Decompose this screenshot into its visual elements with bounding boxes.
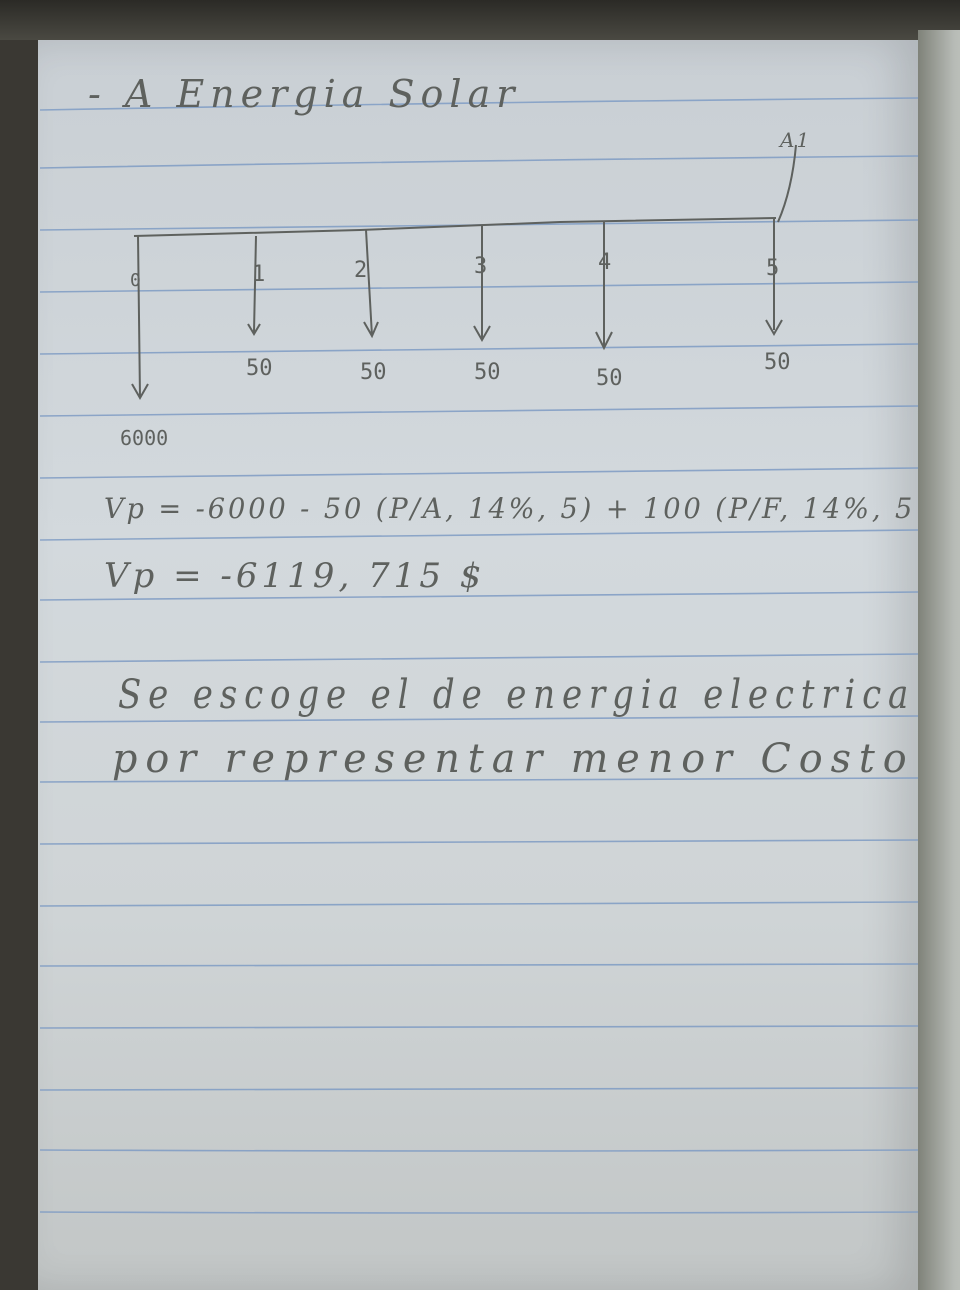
time-axis xyxy=(134,218,776,236)
payment-label-1: 50 xyxy=(246,356,273,381)
payment-label-5: 50 xyxy=(764,350,791,375)
payment-label-4: 50 xyxy=(596,366,623,391)
conclusion-line-1: Se escoge el de energia electrica xyxy=(118,672,916,718)
period-label-0: 0 xyxy=(130,270,141,291)
period-label-2: 2 xyxy=(354,258,368,283)
annotation-curve xyxy=(778,145,796,222)
period-label-5: 5 xyxy=(766,256,780,281)
payment-label-2: 50 xyxy=(360,360,387,385)
arrow-period-3 xyxy=(474,226,490,340)
period-label-1: 1 xyxy=(252,262,266,287)
diagram-label-a: A1 xyxy=(780,128,812,152)
arrow-period-0 xyxy=(132,236,148,398)
arrow-period-2 xyxy=(364,230,378,336)
equation-line-2: Vp = -6119, 715 $ xyxy=(104,556,486,596)
payment-label-3: 50 xyxy=(474,360,501,385)
period-label-3: 3 xyxy=(474,254,488,279)
page-title: - A Energia Solar xyxy=(88,72,521,116)
period-label-4: 4 xyxy=(598,250,612,275)
conclusion-line-2: por representar menor Costo xyxy=(112,736,915,782)
arrow-period-4 xyxy=(596,222,612,348)
initial-cost-label: 6000 xyxy=(120,426,169,450)
equation-line-1: Vp = -6000 - 50 (P/A, 14%, 5) + 100 (P/F, 14%, 5 xyxy=(104,492,916,525)
